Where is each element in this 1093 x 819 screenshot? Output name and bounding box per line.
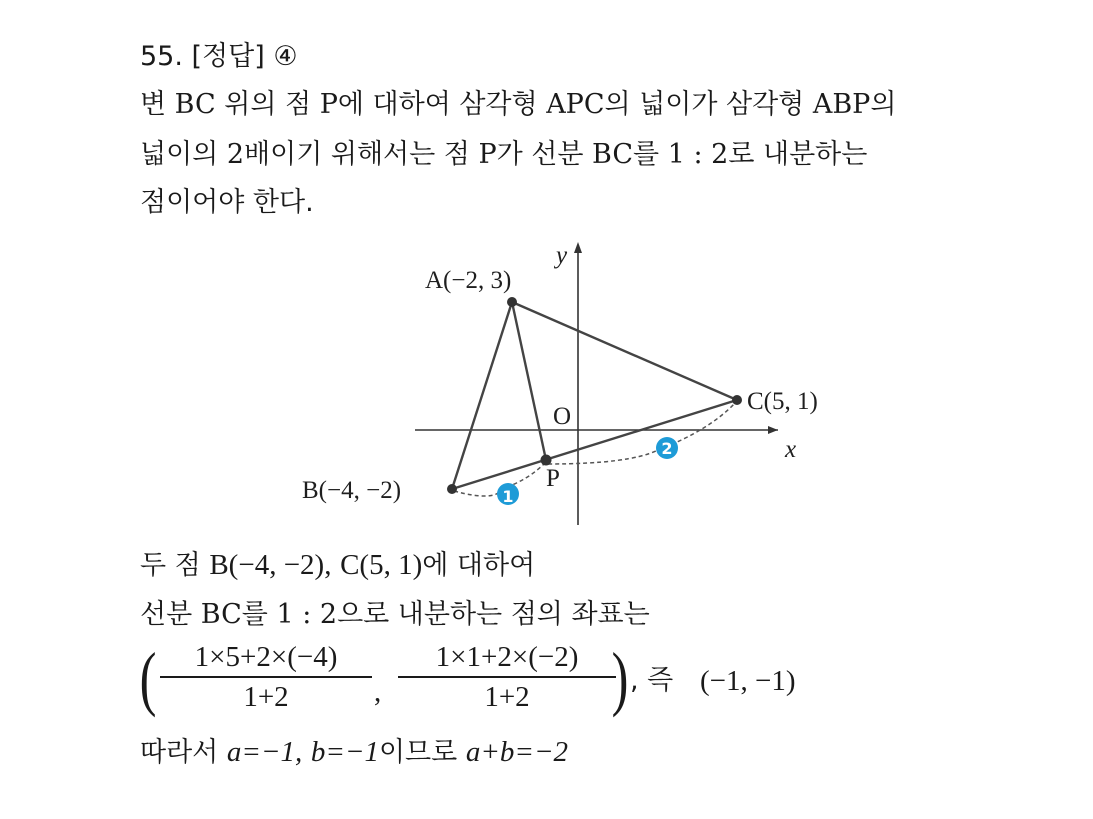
text: 선분 [140, 599, 201, 630]
fraction-y [398, 640, 616, 714]
segment-AB [452, 302, 512, 489]
x-axis-label: x [785, 436, 797, 463]
text: 두 점 [140, 550, 210, 581]
fraction-y-denominator: 1+2 [484, 681, 530, 713]
point-P: P [478, 139, 497, 170]
right-paren: ) [611, 638, 629, 718]
marker-2-label: 2 [661, 439, 673, 458]
point-C-coord: C(5, 1) [340, 549, 423, 581]
text: 에 대하여 [422, 550, 536, 581]
text: 를 [241, 599, 277, 630]
text: 를 [633, 139, 668, 170]
point-B-label: B(−4, −2) [302, 477, 402, 504]
text: 위의 점 [215, 89, 320, 120]
point-B-coord: B(−4, −2), [209, 549, 332, 581]
text: 배이기 위해서는 점 [244, 139, 479, 170]
point-P-label: P [546, 465, 560, 492]
segment-BC: BC [200, 599, 242, 630]
segment-BC [452, 400, 737, 489]
text: , 즉 [630, 665, 674, 696]
point-B [447, 484, 457, 494]
point-A [507, 297, 517, 307]
equation-a: a=−1, [226, 736, 303, 768]
origin-label: O [553, 403, 572, 430]
text: 따라서 [140, 737, 227, 768]
explanation-line-2 [140, 138, 867, 172]
text: 가 선분 [496, 139, 593, 170]
fraction-x [160, 640, 372, 714]
equation-sum: a+b=−2 [465, 736, 569, 768]
text: 에 대하여 삼각형 [337, 89, 547, 120]
text: 변 [140, 89, 175, 120]
fraction-y-numerator: 1×1+2×(−2) [435, 641, 579, 673]
coordinate-figure [290, 232, 860, 532]
y-axis-arrow [574, 242, 582, 253]
text: 의 [870, 89, 897, 120]
text: 의 넓이가 삼각형 [604, 89, 813, 120]
fraction-x-numerator: 1×5+2×(−4) [194, 641, 338, 673]
solution-line-2 [140, 598, 650, 632]
triangle-APC: APC [546, 89, 605, 120]
text: 넓이의 [140, 139, 227, 170]
x-axis-arrow [768, 426, 778, 434]
text: 이므로 [378, 737, 466, 768]
fraction-x-bar [160, 676, 372, 678]
figure-svg [290, 232, 860, 532]
solution-line-4 [140, 735, 568, 770]
text: 로 내분하는 [728, 139, 868, 170]
marker-1-label: 1 [502, 487, 514, 506]
text: 으로 내분하는 점의 좌표는 [337, 599, 650, 630]
segment-BC: BC [174, 89, 216, 120]
solution-line-1 [140, 548, 535, 583]
comma: , [374, 676, 382, 708]
point-C [732, 395, 742, 405]
section-formula-row [140, 640, 860, 720]
explanation-line-1 [140, 88, 896, 122]
fraction-y-bar [398, 676, 616, 678]
point-A-label: A(−2, 3) [425, 267, 512, 294]
segment-AP [512, 302, 546, 460]
equation-b: b=−1 [310, 736, 379, 768]
ratio-arc-2 [548, 402, 736, 464]
point-P [541, 455, 552, 466]
y-axis-label: y [556, 242, 568, 269]
ratio: 1 : 2 [276, 599, 338, 630]
point-P: P [319, 89, 338, 120]
ratio: 1 : 2 [667, 139, 729, 170]
fraction-x-denominator: 1+2 [243, 681, 289, 713]
problem-title: 55. [정답] ④ [140, 41, 298, 72]
point-C-label: C(5, 1) [747, 388, 818, 415]
triangle-ABP: ABP [812, 89, 871, 120]
left-paren: ( [139, 638, 157, 718]
segment-AC [512, 302, 737, 400]
result-point: (−1, −1) [700, 665, 796, 697]
explanation-line-3: 점이어야 한다. [140, 187, 314, 218]
number-2: 2 [226, 139, 245, 170]
segment-BC: BC [592, 139, 634, 170]
